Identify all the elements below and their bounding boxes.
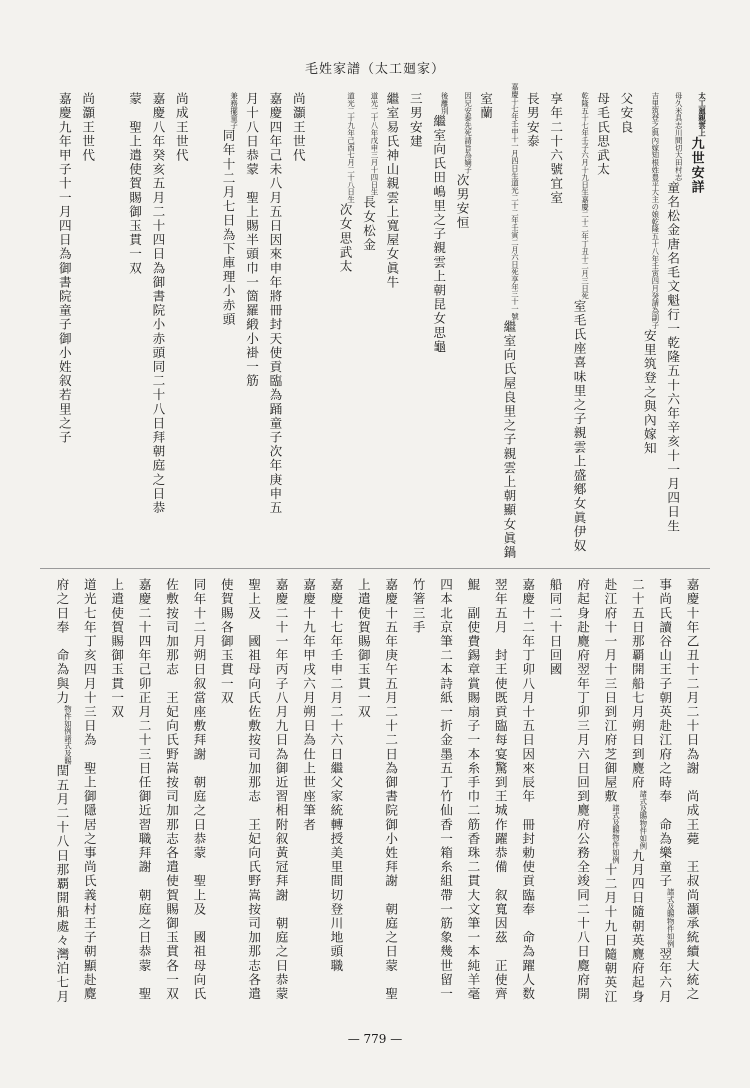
interlinear-note: 後離別 xyxy=(440,92,450,115)
interlinear-note: 嘉慶十七年壬申十一月四日生道光二十二年壬寅二月六日死享年三十一號 xyxy=(510,83,520,321)
text-column xyxy=(244,578,263,1001)
text-column xyxy=(55,92,74,445)
interlinear-note: 物件如例諸式及賜 xyxy=(63,704,73,765)
text-column xyxy=(52,578,71,1004)
text-column xyxy=(499,83,520,560)
interlinear-note: 因兄安泰先死請旨為嫡子 xyxy=(463,92,473,174)
text-column xyxy=(409,578,428,634)
interlinear-note: 太工廻親雲上 xyxy=(697,92,707,137)
column-text: 繼室向氏屋良里之子親雲上朝顯女眞鍋 xyxy=(501,320,517,560)
column-text: 嘉慶二十四年己卯正月二十三日任御近習職拜謝 朝庭之日恭蒙 聖 xyxy=(136,578,152,1001)
interlinear-note: 吉里筑登之與內嫁知根姓豊平大主の娘乾隆五十八年壬寅四月癸請為副子 xyxy=(650,92,660,329)
column-text: 繼室易氏神山親雲上寬屋女眞牛 xyxy=(384,92,400,290)
column-text: 聖上及 國祖母向氏佐敷按司加那志 王妃向氏野嵩按司加那志各遣 xyxy=(246,578,262,1001)
text-column xyxy=(381,578,400,1001)
column-text: 使賀賜各御玉貫一双 xyxy=(218,578,234,705)
column-tail-text: 九月四日隨朝英麑府起身 xyxy=(629,848,645,1004)
column-text: 尚灝王世代 xyxy=(290,92,306,163)
text-column xyxy=(523,92,542,148)
interlinear-note: 道光二十九年己酉七月二十八日生 xyxy=(346,92,356,203)
column-text: 府起身赴麑府翌年丁卯三月六日回到麑府公務全竣同二十八日麑府開 xyxy=(575,578,590,1001)
column-text: 室毛氏座喜味里之子親雲上盛鄕女眞伊奴 xyxy=(571,299,587,554)
text-column xyxy=(326,578,345,973)
column-text: 嘉慶十二年丁卯八月十五日因來辰年 冊封勅使貢臨奉 命為躍人数 xyxy=(520,578,536,1001)
column-text: 九世安詳 xyxy=(688,136,704,195)
column-text: 上遣使賀賜御玉貫一双 xyxy=(355,578,371,719)
column-text: 尚灝王世代 xyxy=(80,92,96,163)
column-text: 赴江府十一月十三日到江府芝御屋敷 xyxy=(602,578,618,804)
column-text: 三男安建 xyxy=(407,92,423,149)
column-text: 上遣使賀賜御玉貫一双 xyxy=(109,578,125,719)
column-text: 母毛氏思武太 xyxy=(595,92,610,177)
interlinear-note: 兼務擺童子 xyxy=(229,92,239,129)
text-column xyxy=(655,578,674,1004)
column-text: 佐敷按司加那志 王妃向氏野嵩按司加那志各遣使賀賜御玉貫各一双 xyxy=(164,578,179,1001)
text-column xyxy=(687,92,706,194)
text-column xyxy=(406,92,425,148)
column-text: 嘉慶十五年庚午五月二十二日為御書院御小姓拜謝 朝庭之日蒙 聖 xyxy=(383,578,399,1001)
column-tail-text: 閏五月二十八日那覇開船處々灣泊七月 xyxy=(54,764,70,1004)
text-column xyxy=(518,578,537,1001)
interlinear-note: 諸式及賜物件如例 xyxy=(611,803,621,863)
column-text: 竹箸三手 xyxy=(410,578,426,635)
column-text: 月十八日恭蒙 聖上賜半頭巾一箇羅緞小褂一筋 xyxy=(244,92,259,389)
lower-text-block xyxy=(40,578,710,1018)
column-text: 翌年五月 封王使既貢臨每宴驚到王城作躍恭備 叙寬因茲 正使齊 xyxy=(492,578,508,1001)
text-column xyxy=(436,578,455,1001)
text-column xyxy=(265,92,284,515)
interlinear-note: 道光二十八年戊申三月十四日生 xyxy=(370,92,379,196)
column-text: 長女松金 xyxy=(361,195,376,253)
text-column xyxy=(546,578,565,677)
column-text: 鯤 副使費錫章賞賜扇子一本糸手巾二筋香珠二貫大文筆一本純羊毫 xyxy=(465,578,481,1001)
text-column xyxy=(354,578,373,719)
section-divider xyxy=(40,568,710,569)
column-tail-text: 十二月十九日隨朝英江 xyxy=(602,862,618,1004)
text-column xyxy=(219,92,238,326)
text-column xyxy=(476,92,495,120)
column-text: 二十五日那覇開船七月朔日到麑府 xyxy=(629,578,645,790)
interlinear-note: 母久米具志川間切大田村志 xyxy=(674,92,684,181)
text-column xyxy=(616,92,635,134)
column-text: 次男安恒 xyxy=(454,173,470,230)
column-tail-text: 翌年六月 xyxy=(657,947,673,1004)
text-column xyxy=(80,578,99,1001)
text-column xyxy=(217,578,236,705)
text-column xyxy=(640,92,659,456)
running-header: 毛姓家譜（太工廻家） xyxy=(304,62,445,77)
text-column xyxy=(107,578,126,719)
column-text: 嘉慶八年癸亥五月二十四日為御書院小赤頭同二十八日拜朝庭之日恭 xyxy=(150,92,166,515)
interlinear-note: 乾隆五十七年壬子六月十九日生嘉慶二十二年丁丑十二月三日死 xyxy=(580,92,590,300)
text-column xyxy=(172,92,191,163)
column-text: 船同二十日回國 xyxy=(547,578,563,677)
column-text: 長男安泰 xyxy=(524,92,540,149)
column-text: 府之日奉 命為與力 xyxy=(54,578,70,705)
column-text: 道光七年丁亥四月十三日為 聖上御隱居之事尚氏義村王子朝顯赴麑 xyxy=(81,578,97,1001)
column-text: 事尚氏讀谷山王子朝英赴江府之時奉 命為樂童子 xyxy=(657,578,673,889)
text-column xyxy=(289,92,308,163)
text-column xyxy=(148,92,167,515)
text-column xyxy=(336,92,355,274)
text-column xyxy=(242,92,261,388)
column-text: 尚成王世代 xyxy=(173,92,189,163)
text-column xyxy=(453,92,472,230)
column-text: 嘉慶四年己未八月五日因來申年將冊封天使貢臨為踊童子次年庚申五 xyxy=(267,92,283,515)
text-column xyxy=(663,92,682,533)
column-text: 蒙 聖上遣使賀賜御玉貫一双 xyxy=(127,92,142,276)
column-text: 四本北京筆二本詩紙一折金墨五丁竹仙香一箱糸組帶一筋象幾世留一 xyxy=(438,578,453,1001)
text-column xyxy=(570,92,589,553)
interlinear-note: 諸式及賜物件如例 xyxy=(638,789,648,849)
text-column xyxy=(135,578,154,1001)
column-text: 室蘭 xyxy=(478,92,493,121)
text-column xyxy=(683,578,702,1001)
column-text: 嘉慶十七年壬申二月二十六日繼父家統轉授美里間切登川地頭職 xyxy=(328,578,344,973)
column-text: 同年十二月朔日叙當座敷拜謝 朝庭之日恭蒙 聖上及 國祖母向氏 xyxy=(191,578,207,1001)
column-text: 父安良 xyxy=(618,92,634,135)
text-column xyxy=(382,92,401,289)
column-text: 嘉慶十九年甲戌六月朔日為仕上世座筆者 xyxy=(301,578,316,832)
text-column xyxy=(299,578,318,832)
text-column xyxy=(593,92,612,177)
page-number: — 779 — xyxy=(347,1032,403,1046)
text-column xyxy=(600,578,619,1004)
column-text: 童名松金唐名毛文魁行一乾隆五十六年辛亥十一月四日生 xyxy=(665,180,681,534)
column-text: 繼室向氏田嶋里之子親雲上朝昆女思龜 xyxy=(431,114,447,354)
column-text: 嘉慶二十一年丙子八月九日為御近習相附叙黃冠拜謝 朝庭之日恭蒙 xyxy=(273,578,289,1001)
text-column xyxy=(162,578,181,1001)
text-column xyxy=(429,92,448,354)
text-column xyxy=(189,578,208,1001)
column-text: 次女思武太 xyxy=(337,203,353,274)
text-column xyxy=(573,578,592,1001)
column-text: 同年十二月七日為下庫理小赤頭 xyxy=(220,129,236,327)
text-column xyxy=(491,578,510,1001)
column-text: 安里筑登之與內嫁知 xyxy=(641,328,657,456)
text-column xyxy=(463,578,482,1001)
text-column xyxy=(125,92,144,275)
column-text: 嘉慶九年甲子十一月四日為御書院童子御小姓叙若里之子 xyxy=(56,92,72,445)
upper-text-block xyxy=(40,83,710,560)
interlinear-note: 諸式及賜物件如例 xyxy=(666,888,676,948)
text-column xyxy=(359,92,378,252)
text-column xyxy=(78,92,97,163)
column-text: 享年二十六號宜室 xyxy=(548,92,564,205)
text-column xyxy=(628,578,647,1004)
text-column xyxy=(272,578,291,1001)
column-text: 嘉慶十年乙丑十二月二十日為謝 尚成王薨 王叔尚灝承統續大統之 xyxy=(684,578,700,1001)
text-column xyxy=(546,92,565,205)
